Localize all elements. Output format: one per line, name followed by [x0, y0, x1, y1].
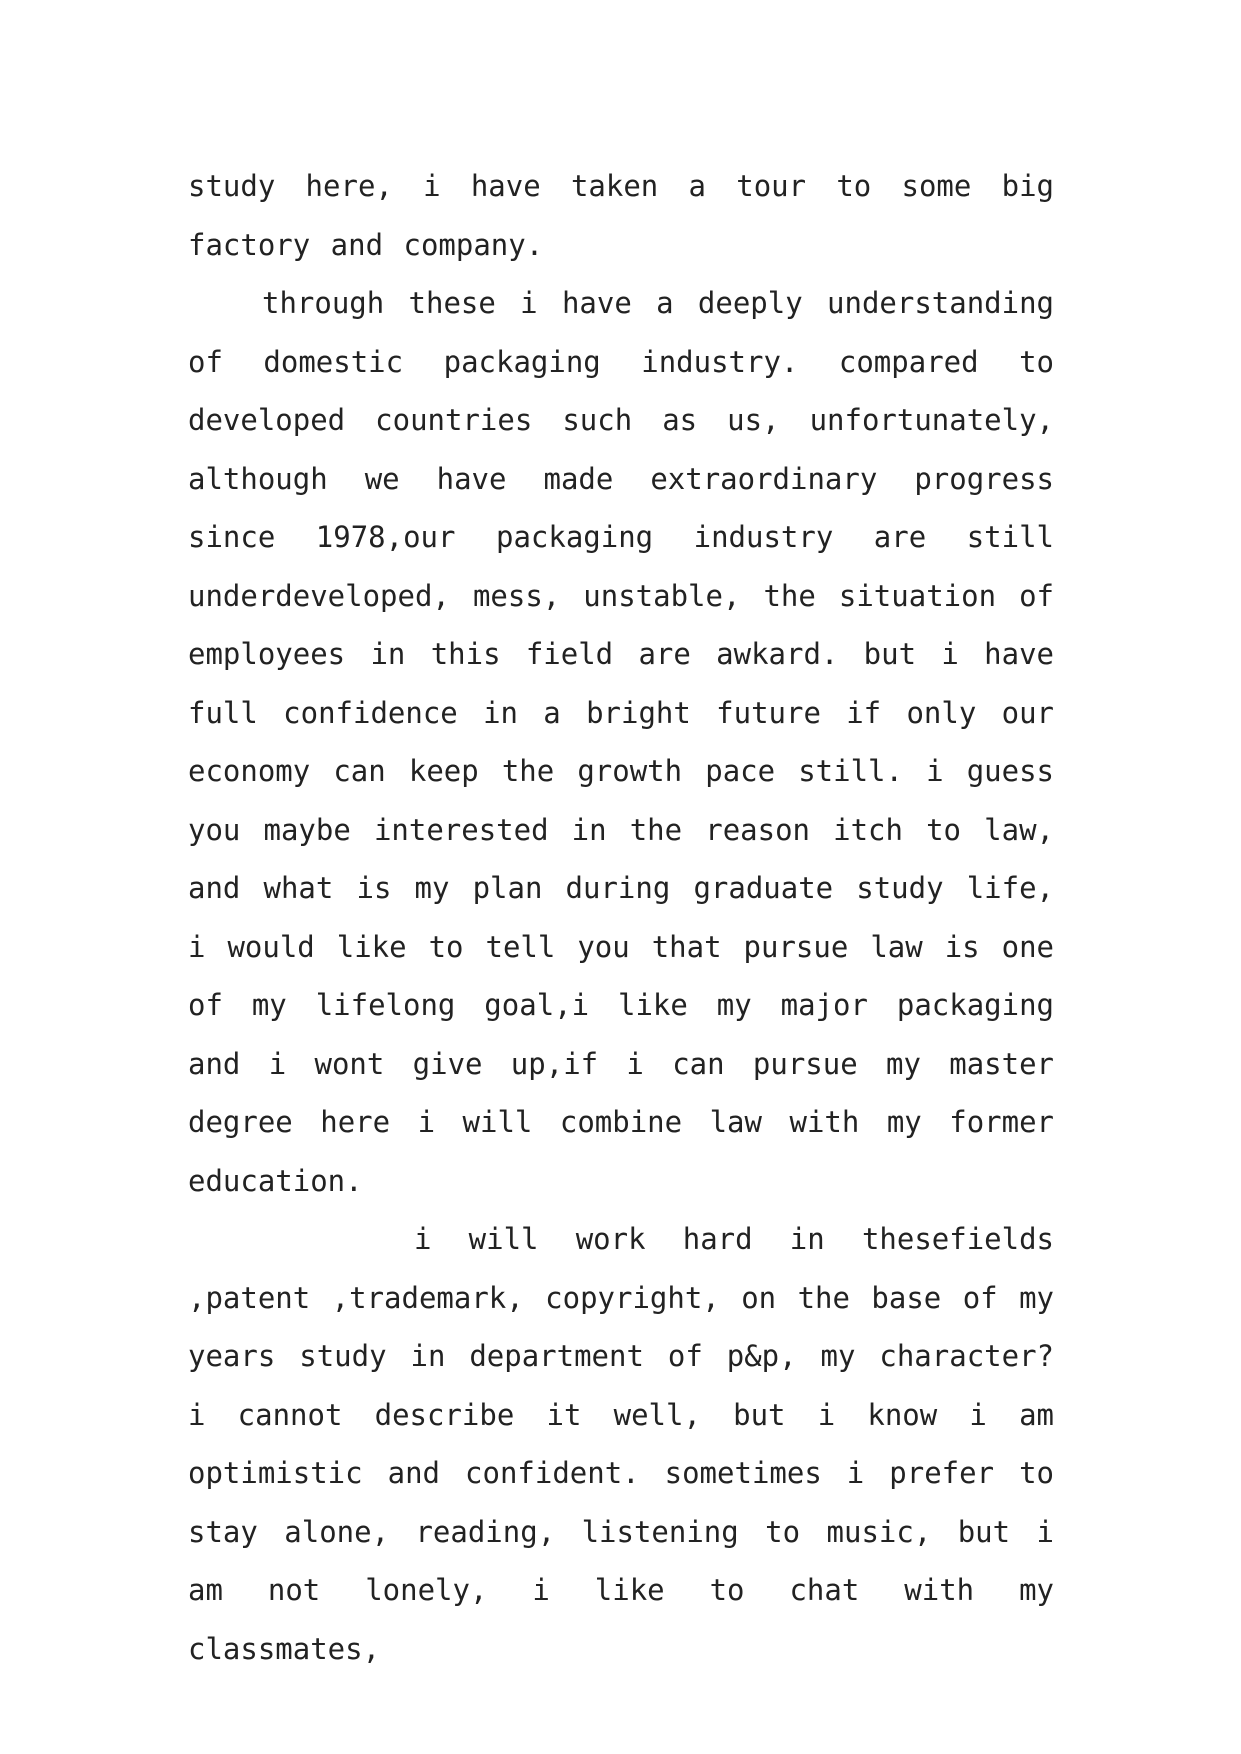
- body-text: [188, 157, 1054, 1678]
- paragraph-character: i will work hard in thesefields ,patent ,trademark, copyright, on the base of my years study in department of p&p, my character? i cannot describe it well, but i know i am optimistic and confident. sometimes i prefer to stay alone, reading, listening to music, but i am not lonely, i like to chat with my classmates,: [188, 1222, 1054, 1666]
- paragraph-industry: through these i have a deeply understanding of domestic packaging industry. compared to developed countries such as us, unfortunately, although we have made extraordinary progress since 1978,our packaging industry are still underdeveloped, mess, unstable, the situation of employees in this field are awkard. but i have full confidence in a bright future if only our economy can keep the growth pace still. i guess you maybe interested in the reason itch to law, and what is my plan during graduate study life, i would like to tell you that pursue law is one of my lifelong goal,i like my major packaging and i wont give up,if i can pursue my master degree here i will combine law with my former education.: [188, 286, 1054, 1198]
- paragraph-intro: study here, i have taken a tour to some big factory and company.: [188, 169, 1054, 262]
